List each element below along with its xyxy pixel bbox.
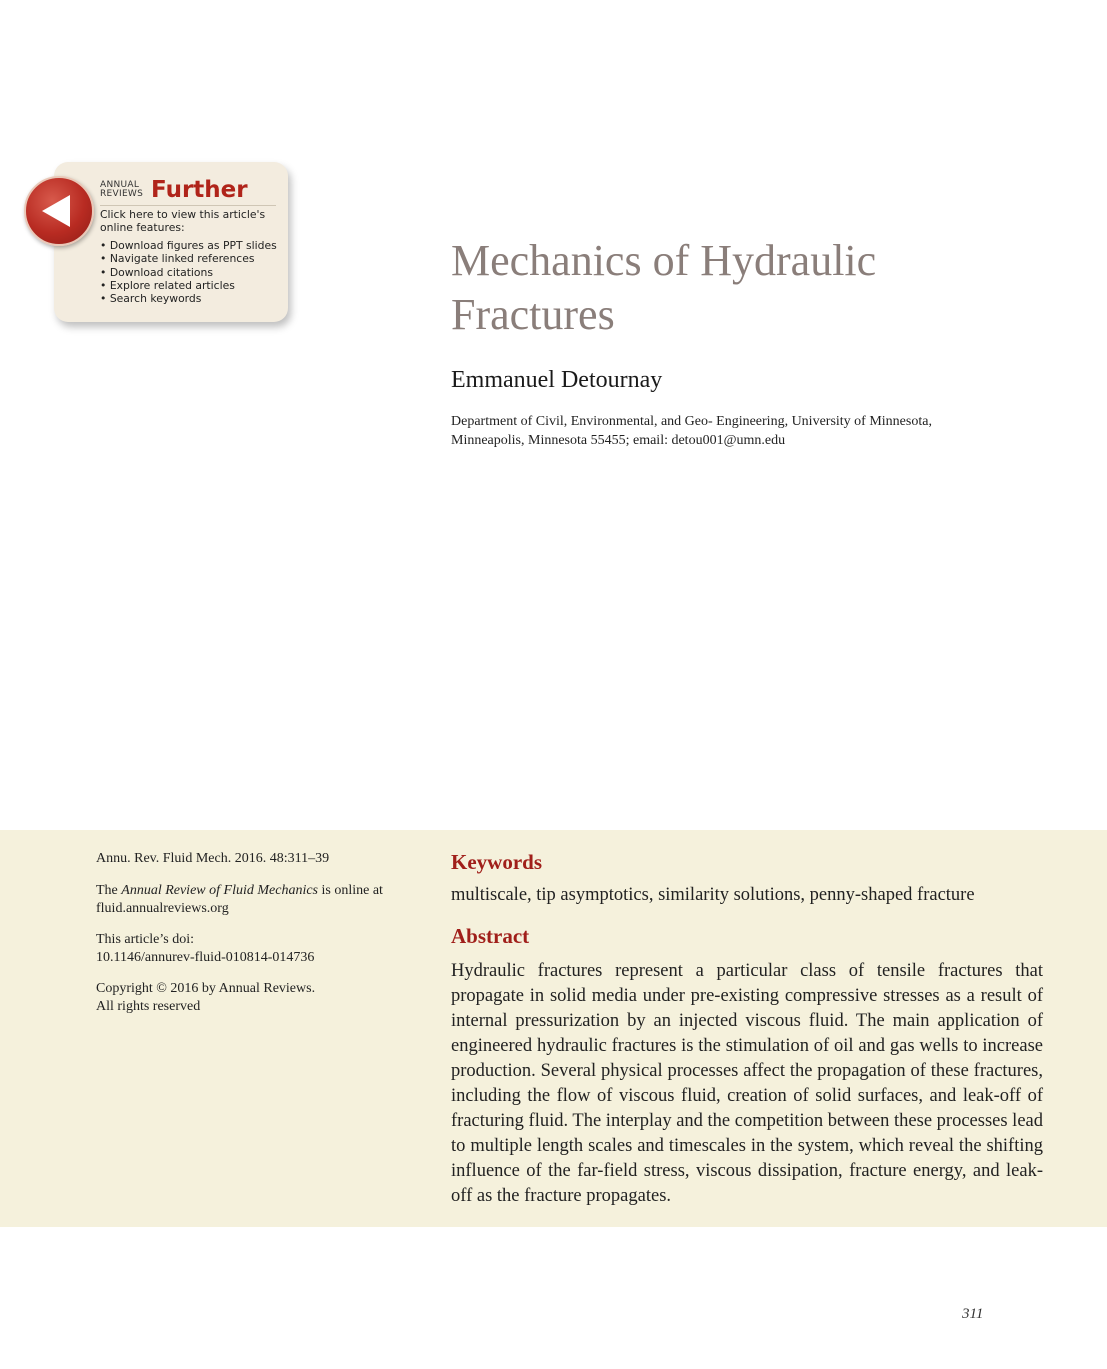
keywords-text: multiscale, tip asymptotics, similarity solutions, penny-shaped fracture: [451, 885, 975, 905]
doi-value[interactable]: 10.1146/annurev-fluid-010814-014736: [96, 950, 315, 965]
article-title: Mechanics of Hydraulic Fractures: [451, 236, 877, 339]
further-intro: to view this article's online features:: [100, 208, 266, 235]
abstract-text: Hydraulic fractures represent a particular class of tensile fractures that propagate in solid media under pre-existing compressive stresses as a result of internal pressurization by an injected viscous fluid. The main application of engineered hydraulic fractures is the stimulation of oil and gas wells to increase production. Several physical processes affect the propagation of these fractures, including the flow of viscous fluid, creation of solid surfaces, and leak-off of fracturing fluid. The interplay and the competition between these processes lead to multiple length scales and timescales in the system, which reveal the shifting influence of the far-field stress, viscous dissipation, fracture energy, and leak-off as the fracture propagates.: [451, 961, 1043, 1206]
journal-url[interactable]: fluid.annualreviews.org: [96, 901, 229, 916]
feature-item[interactable]: • Navigate linked references: [100, 252, 280, 265]
feature-item[interactable]: • Download figures as PPT slides: [100, 239, 280, 252]
further-back-button[interactable]: [24, 176, 94, 246]
doi-block: This article’s doi: 10.1146/annurev-fluid-010814-014736: [96, 932, 315, 965]
play-left-icon: [38, 191, 78, 231]
online-note: The Annual Review of Fluid Mechanics is online at fluid.annualreviews.org: [96, 883, 383, 916]
feature-item[interactable]: • Download citations: [100, 266, 280, 279]
feature-item[interactable]: • Explore related articles: [100, 279, 280, 292]
further-divider: [100, 205, 276, 206]
brand-further: Further: [151, 177, 248, 203]
click-here-link[interactable]: Click here: [100, 208, 154, 221]
page-number: 311: [962, 1306, 984, 1322]
copyright-block: Copyright © 2016 by Annual Reviews. All rights reserved: [96, 981, 316, 1014]
article-info-sidebar: [96, 850, 416, 1029]
author-affiliation: Department of Civil, Environmental, and Geo- Engineering, University of Minnesota, Minneapolis, Minnesota 55455; email: detou001@umn.edu: [451, 414, 932, 448]
feature-item[interactable]: • Search keywords: [100, 292, 280, 305]
journal-citation: Annu. Rev. Fluid Mech. 2016. 48:311–39: [96, 851, 330, 866]
abstract-heading: Abstract: [451, 924, 530, 948]
keywords-heading: Keywords: [451, 850, 542, 874]
further-text: [100, 208, 280, 306]
further-feature-list: [100, 239, 280, 306]
brand-small-text: ANNUAL REVIEWS: [100, 180, 144, 199]
author-name: Emmanuel Detournay: [451, 367, 663, 393]
journal-name: Annual Review of Fluid Mechanics: [121, 883, 318, 898]
